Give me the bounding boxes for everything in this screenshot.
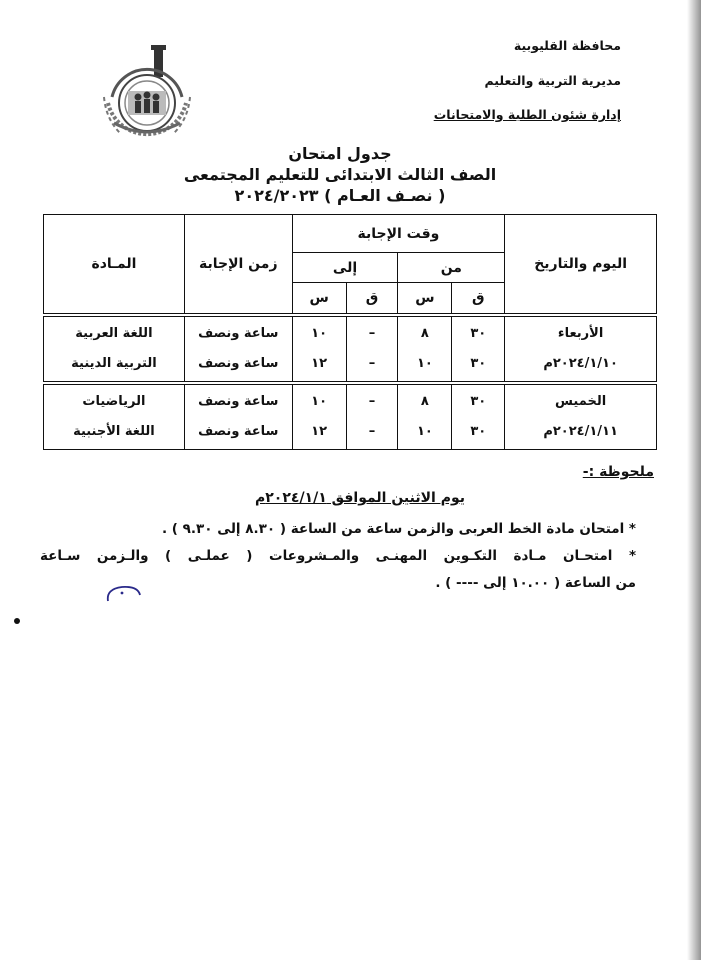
duration: ساعة ونصف — [198, 325, 279, 341]
date-label: ٢٠٢٤/١/١٠م — [543, 355, 618, 371]
document-titles — [160, 144, 520, 206]
to-minute-cell — [346, 315, 398, 383]
to-minute: – — [368, 423, 376, 439]
subject: الرياضيات — [82, 393, 146, 409]
header-subject: المـادة — [44, 215, 185, 315]
header-block — [361, 40, 621, 144]
from-hour: ٨ — [420, 393, 429, 409]
from-hour: ٨ — [420, 325, 429, 341]
day-date-cell — [505, 315, 657, 383]
to-minute: – — [368, 355, 376, 371]
from-minute: ٣٠ — [470, 423, 487, 439]
to-hour: ١٠ — [311, 325, 328, 341]
to-hour-cell — [292, 383, 346, 450]
term-title: ( نصـف العـام ) ٢٠٢٤/٢٠٢٣ — [234, 185, 446, 205]
from-minute: ٣٠ — [470, 355, 487, 371]
schedule-title: جدول امتحان — [288, 144, 392, 163]
day-label: الخميس — [555, 393, 607, 409]
date-label: ٢٠٢٤/١/١١م — [543, 423, 618, 439]
subject: التربية الدينية — [71, 355, 157, 371]
note-title: ملحوظة :- — [582, 464, 654, 480]
to-hour: ١٢ — [311, 355, 328, 371]
ink-dot — [14, 618, 20, 624]
to-minute: – — [368, 393, 376, 409]
to-minute-cell — [346, 383, 398, 450]
from-minute-cell — [452, 383, 505, 450]
page-edge-shadow — [687, 0, 701, 960]
pen-mark-icon — [102, 583, 146, 605]
header-from: من — [398, 253, 505, 283]
from-minute: ٣٠ — [470, 393, 487, 409]
to-hour-cell — [292, 315, 346, 383]
administration-label: إدارة شئون الطلبة والامتحانات — [433, 107, 621, 122]
duration: ساعة ونصف — [198, 355, 279, 371]
ministry-logo-icon — [98, 45, 196, 145]
header-to-minute: ق — [346, 283, 398, 315]
governorate-label: محافظة القليوبية — [513, 38, 621, 53]
grade-title: الصف الثالث الابتدائى للتعليم المجتمعى — [183, 164, 497, 184]
day-label: الأربعاء — [557, 325, 604, 341]
to-hour: ١٠ — [311, 393, 328, 409]
duration-cell — [184, 383, 292, 450]
table-row — [44, 383, 657, 450]
day-date-cell — [505, 383, 657, 450]
note-item-1: * امتحان مادة الخط العربى والزمن ساعة من الساعة ( ٨.٣٠ إلى ٩.٣٠ ) . — [161, 521, 636, 537]
table-row — [44, 315, 657, 383]
subject-cell — [44, 315, 185, 383]
header-day-date: اليوم والتاريخ — [505, 215, 657, 315]
from-hour: ١٠ — [416, 355, 433, 371]
from-hour-cell — [398, 383, 452, 450]
directorate-label: مديرية التربية والتعليم — [484, 72, 621, 88]
subject-cell — [44, 383, 185, 450]
duration-cell — [184, 315, 292, 383]
duration: ساعة ونصف — [198, 423, 279, 439]
from-hour-cell — [398, 315, 452, 383]
exam-schedule-table — [43, 214, 657, 450]
note-item-2-line-2: من الساعة ( ١٠.٠٠ إلى ---- ) . — [435, 575, 636, 591]
header-answer-time: وقت الإجابة — [292, 215, 505, 253]
header-to: إلى — [292, 253, 398, 283]
subject: اللغة العربية — [75, 325, 153, 341]
note-item-2-line-1: * امتحـان مـادة التكـوين المهنـى والمـشروعات ( عملـى ) والـزمن سـاعة — [40, 548, 636, 564]
note-day-line: يوم الاثنين الموافق ٢٠٢٤/١/١م — [255, 490, 465, 506]
header-from-hour: س — [398, 283, 452, 315]
to-minute: – — [368, 325, 376, 341]
from-hour: ١٠ — [416, 423, 433, 439]
to-hour: ١٢ — [311, 423, 328, 439]
header-to-hour: س — [292, 283, 346, 315]
header-from-minute: ق — [452, 283, 505, 315]
from-minute-cell — [452, 315, 505, 383]
subject: اللغة الأجنبية — [73, 423, 155, 439]
duration: ساعة ونصف — [198, 393, 279, 409]
from-minute: ٣٠ — [470, 325, 487, 341]
header-duration: زمن الإجابة — [184, 215, 292, 315]
